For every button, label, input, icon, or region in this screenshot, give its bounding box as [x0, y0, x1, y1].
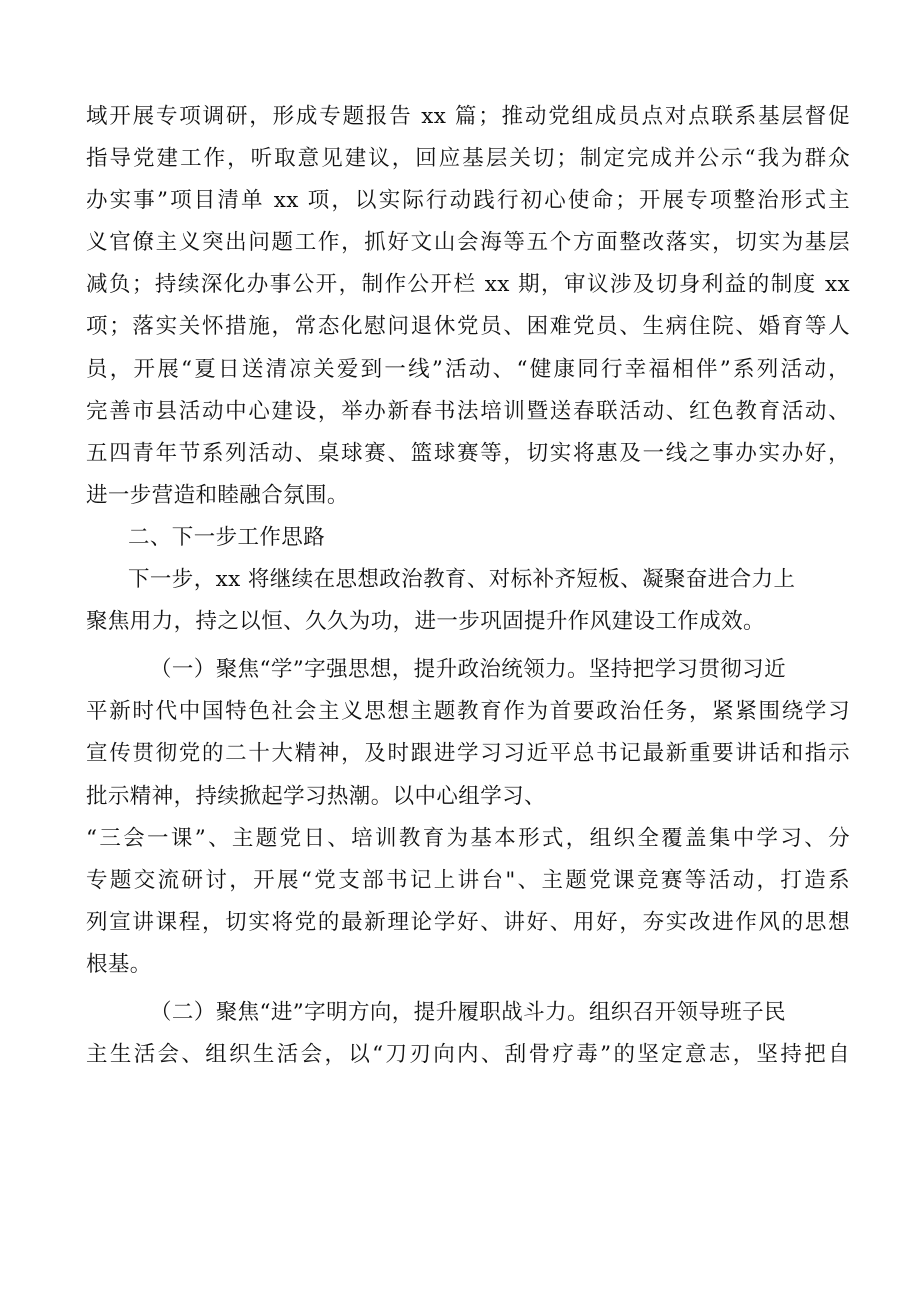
paragraph-line: 指导党建工作，听取意见建议，回应基层关切；制定完成并公示“我为群众: [86, 146, 850, 172]
paragraph-line: 员，开展“夏日送清凉关爱到一线”活动、“健康同行幸福相伴”系列活动，: [86, 356, 850, 382]
paragraph-line: 下一步，xx 将继续在思想政治教育、对标补齐短板、凝聚奋进合力上: [128, 567, 796, 593]
paragraph-line: “三会一课”、主题党日、培训教育为基本形式，组织全覆盖集中学习、分: [86, 825, 850, 851]
paragraph-line: 办实事”项目清单 xx 项，以实际行动践行初心使命；开展专项整治形式主: [86, 188, 850, 214]
paragraph-line: 聚焦用力，持之以恒、久久为功，进一步巩固提升作风建设工作成效。: [86, 609, 765, 635]
paragraph-line: 五四青年节系列活动、桌球赛、篮球赛等，切实将惠及一线之事办实办好，: [86, 440, 850, 466]
paragraph-line: 义官僚主义突出问题工作，抓好文山会海等五个方面整改落实，切实为基层: [86, 230, 850, 256]
paragraph-line: （一）聚焦“学”字强思想，提升政治统领力。坚持把学习贯彻习近: [150, 657, 786, 683]
paragraph-line: 减负；持续深化办事公开，制作公开栏 xx 期，审议涉及切身利益的制度 xx: [86, 272, 850, 298]
document-body: [86, 96, 850, 1076]
paragraph-line: 进一步营造和睦融合氛围。: [86, 482, 349, 508]
paragraph-direction-focus: [86, 992, 850, 1076]
paragraph-line: （二）聚焦“进”字明方向，提升履职战斗力。组织召开领导班子民: [150, 999, 786, 1025]
paragraph-line: 项；落实关怀措施，常态化慰问退休党员、困难党员、生病住院、婚育等人: [86, 314, 850, 340]
paragraph-work-summary: [86, 96, 850, 517]
paragraph-line: 根基。: [86, 951, 152, 977]
paragraph-line: 宣传贯彻党的二十大精神，及时跟进学习习近平总书记最新重要讲话和指示: [86, 741, 850, 767]
paragraph-study-focus: [86, 649, 850, 986]
paragraph-line: 专题交流研讨，开展“党支部书记上讲台"、主题党课竞赛等活动，打造系: [86, 867, 850, 893]
paragraph-next-steps-intro: [86, 559, 850, 643]
paragraph-line: 批示精神，持续掀起学习热潮。以中心组学习、: [86, 783, 546, 809]
paragraph-line: 主生活会、组织生活会，以“刀刃向内、刮骨疗毒”的坚定意志，坚持把自: [86, 1042, 850, 1068]
paragraph-line: 域开展专项调研，形成专题报告 xx 篇；推动党组成员点对点联系基层督促: [86, 104, 850, 129]
paragraph-line: 完善市县活动中心建设，举办新春书法培训暨送春联活动、红色教育活动、: [86, 398, 850, 424]
paragraph-line: 平新时代中国特色社会主义思想主题教育作为首要政治任务，紧紧围绕学习: [86, 699, 850, 725]
section-heading: 二、下一步工作思路: [128, 524, 326, 550]
paragraph-line: 列宣讲课程，切实将党的最新理论学好、讲好、用好，夯实改进作风的思想: [86, 909, 850, 935]
